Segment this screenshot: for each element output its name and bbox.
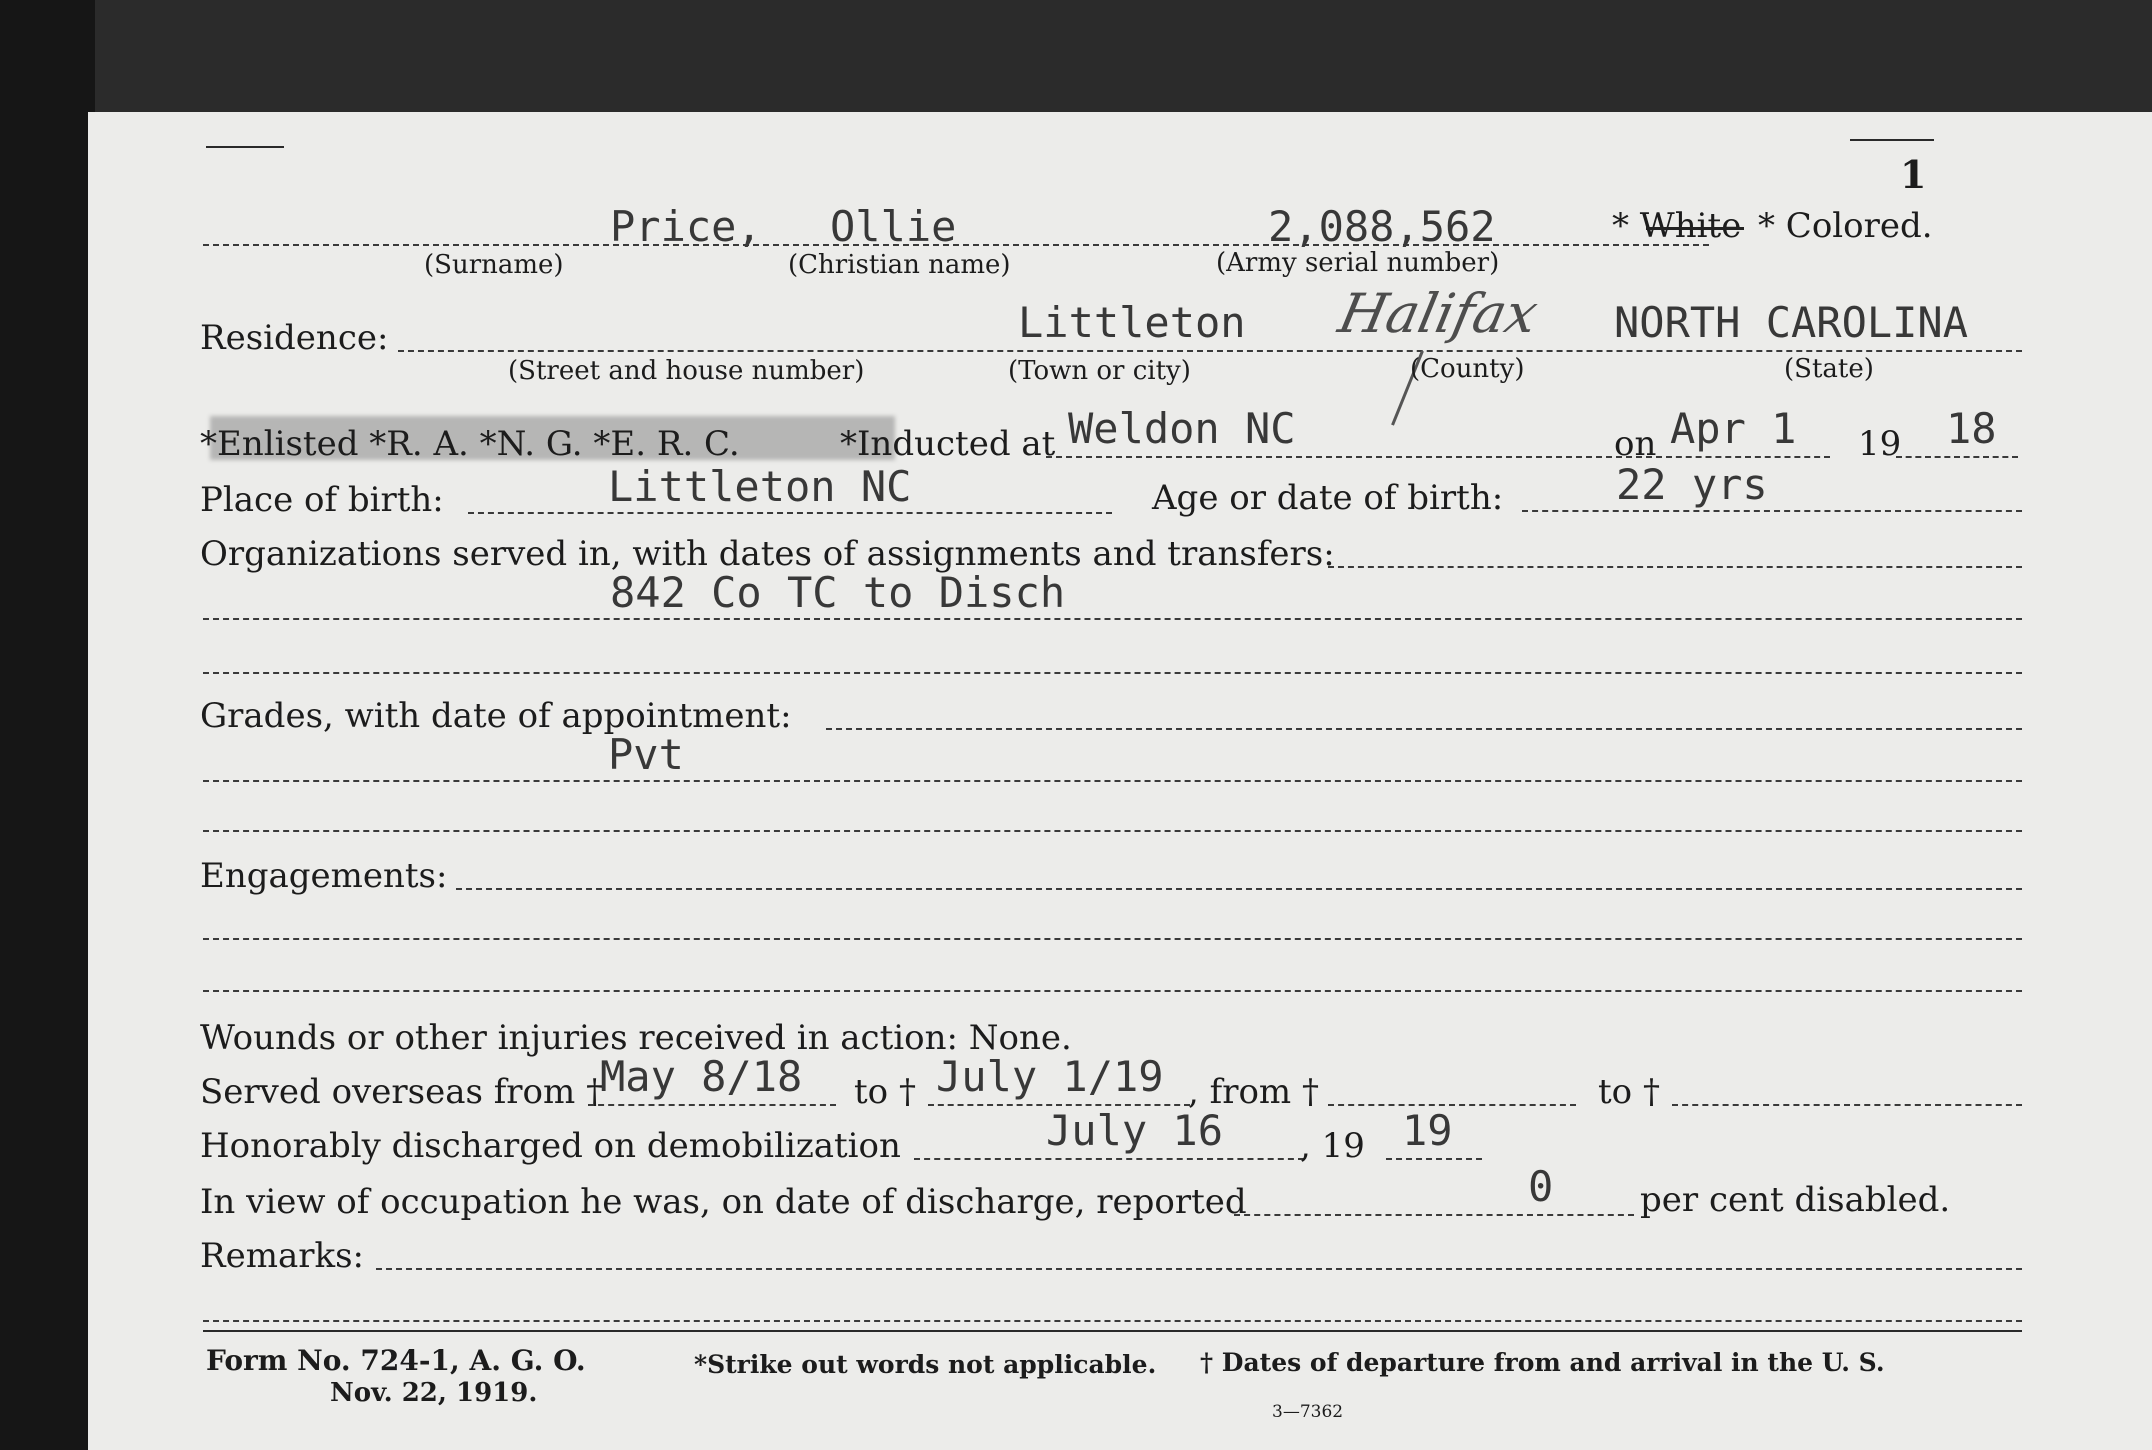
grades-rule-1: [826, 728, 2022, 730]
card-number: 1: [1900, 152, 1927, 197]
place-of-birth-rule: [468, 512, 1112, 514]
inducted-year-value: 18: [1946, 404, 1997, 453]
residence-town-value: Littleton: [1018, 298, 1246, 347]
overseas-label: Served overseas from †: [200, 1072, 604, 1112]
serial-number-value: 2,088,562: [1268, 202, 1496, 251]
organizations-value: 842 Co TC to Disch: [610, 568, 1066, 617]
residence-label: Residence:: [200, 318, 389, 358]
inducted-at-label: *Inducted at: [840, 424, 1056, 464]
inducted-at-rule: [1046, 456, 1672, 458]
caption-county: (County): [1410, 354, 1525, 384]
discharge-year-prefix-label: , 19: [1300, 1126, 1365, 1166]
dates-note: † Dates of departure from and arrival in the U. S.: [1200, 1348, 1885, 1377]
discharged-year-value: 19: [1402, 1106, 1453, 1155]
top-left-rule: [206, 146, 284, 148]
second-to-rule: [1672, 1104, 2022, 1106]
disabled-rule: [1234, 1214, 1634, 1216]
overseas-from-rule: [588, 1104, 836, 1106]
engagements-label: Engagements:: [200, 856, 448, 896]
top-right-rule: [1850, 139, 1934, 141]
inducted-date-value: Apr 1: [1670, 404, 1797, 453]
discharge-year-rule: [1386, 1158, 1482, 1160]
disabled-percent-value: 0: [1528, 1162, 1554, 1211]
caption-surname: (Surname): [424, 250, 564, 280]
engagements-rule-1: [456, 888, 2022, 890]
grade-value: Pvt: [608, 730, 684, 779]
age-label: Age or date of birth:: [1152, 478, 1504, 518]
engagements-rule-3: [203, 990, 2022, 992]
form-date: Nov. 22, 1919.: [330, 1378, 538, 1408]
enlisted-options-label: *Enlisted *R. A. *N. G. *E. R. C.: [200, 424, 740, 464]
second-to-label: to †: [1598, 1072, 1660, 1112]
grades-rule-2: [203, 780, 2022, 782]
discharged-date-rule: [914, 1158, 1304, 1160]
inducted-year-rule: [1896, 456, 2018, 458]
remarks-rule-2: [203, 1320, 2022, 1322]
occupation-label: In view of occupation he was, on date of discharge, reported: [200, 1182, 1247, 1222]
christian-name-value: Ollie: [830, 202, 957, 251]
footer-separator: [203, 1330, 2022, 1332]
discharged-label: Honorably discharged on demobilization: [200, 1126, 901, 1166]
inducted-date-rule: [1666, 456, 1830, 458]
wounds-text: Wounds or other injuries received in action: None.: [200, 1018, 1072, 1058]
organizations-rule-2: [203, 618, 2022, 620]
overseas-to-label: to †: [854, 1072, 916, 1112]
race-colored-label: * Colored.: [1758, 206, 1933, 246]
remarks-rule-1: [376, 1268, 2022, 1270]
caption-town: (Town or city): [1008, 356, 1191, 386]
grades-label: Grades, with date of appointment:: [200, 696, 792, 736]
white-strikethrough: [1646, 227, 1744, 230]
residence-state-value: NORTH CAROLINA: [1614, 298, 1969, 347]
second-from-label: , from †: [1188, 1072, 1319, 1112]
caption-serial-number: (Army serial number): [1216, 248, 1500, 278]
print-code: 3—7362: [1272, 1402, 1344, 1422]
grades-rule-3: [203, 830, 2022, 832]
race-white-label: * White: [1612, 206, 1742, 246]
surname-value: Price,: [610, 202, 762, 251]
residence-rule: [398, 350, 2022, 352]
age-value: 22 yrs: [1616, 460, 1768, 509]
caption-street: (Street and house number): [508, 356, 865, 386]
place-of-birth-label: Place of birth:: [200, 480, 444, 520]
inducted-at-value: Weldon NC: [1068, 404, 1296, 453]
caption-christian-name: (Christian name): [788, 250, 1011, 280]
overseas-to-value: July 1/19: [936, 1052, 1164, 1101]
organizations-rule-3: [203, 672, 2022, 674]
form-number: Form No. 724-1, A. G. O.: [206, 1344, 586, 1377]
scan-background: [0, 0, 95, 1450]
residence-county-value: Halifax: [1333, 282, 1544, 345]
remarks-label: Remarks:: [200, 1236, 364, 1276]
on-label: on: [1614, 424, 1657, 464]
engagements-rule-2: [203, 938, 2022, 940]
service-record-card: [88, 112, 2152, 1450]
place-of-birth-value: Littleton NC: [608, 462, 912, 511]
caption-state: (State): [1784, 354, 1874, 384]
disabled-suffix-label: per cent disabled.: [1640, 1180, 1951, 1220]
discharged-date-value: July 16: [1046, 1106, 1224, 1155]
overseas-from-value: May 8/18: [600, 1052, 803, 1101]
year-prefix-label: 19: [1858, 424, 1902, 464]
strike-note: *Strike out words not applicable.: [694, 1350, 1157, 1379]
organizations-label: Organizations served in, with dates of assignments and transfers:: [200, 534, 1335, 574]
organizations-rule-1: [1328, 566, 2022, 568]
age-rule: [1522, 510, 2022, 512]
